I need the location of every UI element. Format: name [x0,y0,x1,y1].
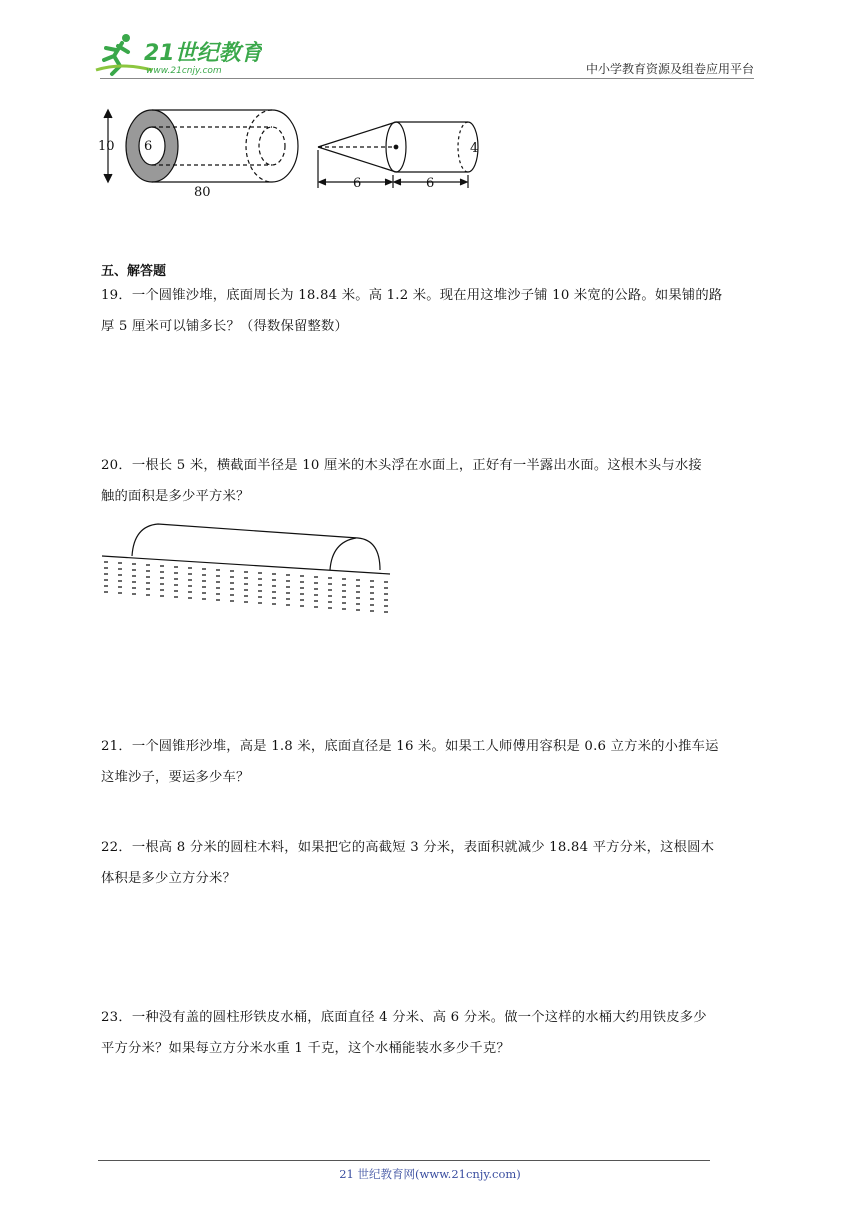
height-label: 10 [98,139,115,154]
question-line: 21．一个圆锥形沙堆，高是 1.8 米，底面直径是 16 米。如果工人师傅用容积是 0.6 立方米的小推车运 [101,739,719,754]
footer-divider [98,1160,710,1161]
question-21 [101,731,771,793]
question-line: 23．一种没有盖的圆柱形铁皮水桶，底面直径 4 分米、高 6 分米。做一个这样的水桶大约用铁皮多少 [101,1010,707,1025]
question-line: 19．一个圆锥沙堆，底面周长为 18.84 米。高 1.2 米。现在用这堆沙子铺 10 米宽的公路。如果铺的路 [101,288,723,303]
question-line: 20．一根长 5 米，横截面半径是 10 厘米的木头浮在水面上，正好有一半露出水面。这根木头与水接 [101,458,702,473]
logo-main-text: 21世纪教育 [144,41,262,66]
question-line: 这堆沙子，要运多少车？ [101,770,250,785]
length-label: 80 [194,185,211,200]
cone-length-label: 6 [353,176,362,191]
floating-log-figure [98,518,398,618]
cone-cylinder-figure [318,122,478,191]
cylinder-length-label: 6 [426,176,435,191]
water-hatching [104,562,388,612]
section-title: 五、解答题 [101,264,167,279]
hollow-cylinder-figure [98,110,298,200]
footer-link[interactable]: 21 世纪教育网(www.21cnjy.com) [339,1167,521,1181]
question-line: 体积是多少立方分米？ [101,871,236,886]
question-23 [101,1002,771,1064]
header-divider [100,78,754,79]
question-22 [101,832,771,894]
inner-diameter-label: 6 [144,139,153,154]
logo-url-text: www.21cnjy.com [146,66,222,76]
geometry-figure-top [96,100,496,210]
question-line: 触的面积是多少平方米？ [101,489,250,504]
question-20 [101,450,771,512]
cylinder-diameter-label: 4 [470,141,479,156]
question-line: 平方分米？如果每立方分米水重 1 千克，这个水桶能装水多少千克？ [101,1041,510,1056]
header-platform-text: 中小学教育资源及组卷应用平台 [585,62,754,76]
question-19 [101,280,771,342]
question-line: 22．一根高 8 分米的圆柱木料，如果把它的高截短 3 分米，表面积就减少 18.84 平方分米，这根圆木 [101,840,715,855]
question-line: 厚 5 厘米可以铺多长？（得数保留整数） [101,319,348,334]
site-logo [92,30,262,80]
